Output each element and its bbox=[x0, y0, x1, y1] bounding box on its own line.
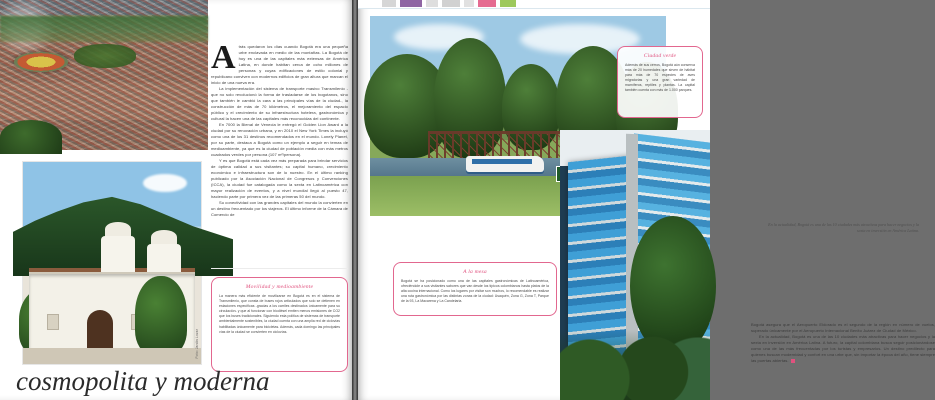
article-paragraph-text: Bogotá asegura que el Aeropuerto Eldorado es el segundo de la región en número de vuelos, superado únicamente por el Aeropuerto Internacional Benito Juárez de Ciudad de México. bbox=[751, 322, 935, 333]
masthead-rule bbox=[358, 8, 710, 9]
masthead-swatch-3 bbox=[426, 0, 438, 7]
church-window-1 bbox=[47, 314, 59, 330]
right-article-column bbox=[751, 322, 935, 364]
left-page bbox=[0, 0, 352, 400]
masthead-swatch-7 bbox=[500, 0, 516, 7]
article-paragraph-text: En la actualidad, Bogotá es una de las 10 ciudades más atractivas para hacer negocios y la sexta en inversión en América Latina. A futuro, la capital colombiana busca seguir posicionándose como una de las más frecuentadas por los turistas y empresarios. Un destino predilecto para quienes buscan modernidad y confort en una urbe que, sin importar la época del año, tiene siempre las puertas abiertas. bbox=[751, 334, 935, 363]
infobox-movilidad-body: La manera más eficiente de movilizarse en Bogotá es en el sistema de Transmilenio, que consta de buses rojos articulados que solo se detienen en estaciones específicas -gracias a los carriles destinados únicamente para su circulación- y que al funcionar con biodiésel emiten menos emisiones de CO2 que los buses tradicionales. Siguiendo esta política de sistemas de transporte ambientalmente sostenibles, la ciudad cuenta con una amplia red de ciclovías habilitadas únicamente para bicicletas. Además, cada domingo las principales vías de la ciudad se convierten en ciclovías. bbox=[219, 294, 340, 334]
infobox-ciudad-verde bbox=[617, 46, 703, 118]
photo-credit: Foto: Jardín Lozar bbox=[195, 328, 199, 358]
church-tower-left bbox=[101, 236, 135, 276]
aerial-foreground-tree bbox=[0, 120, 62, 154]
church-dome-right bbox=[151, 230, 177, 244]
article-paragraph bbox=[751, 322, 935, 334]
article-paragraph-text: La implementación del sistema de transporte masivo Transmilenio -que no solo revolucionó la forma de trasladarse de los bogotanos, sino que también le cambió la cara a las principales vías de la ciudad-, la construcción de más de 70 kilómetros, el mejoramiento del espacio público y el crecimiento de su infraestructura hotelera, gastronómica y cultural la hacen una de las capitales más reconocidas del continente. bbox=[211, 86, 348, 121]
infobox-ciudad-verde-body: Además de sus cerros, Bogotá aún conserva más de 20 humedales que sirven de hábitat para más de 70 especies de aves migratorias y una gran variedad de mamíferos, reptiles y plantas. La capital también cuenta con más de 1.000 parques. bbox=[625, 63, 695, 93]
glass-tower-photo bbox=[560, 130, 710, 400]
end-mark bbox=[791, 359, 795, 363]
article-paragraph bbox=[211, 86, 348, 122]
aerial-park bbox=[74, 44, 136, 68]
masthead-swatch-5 bbox=[464, 0, 474, 7]
page-headline: cosmopolita y moderna bbox=[16, 366, 270, 396]
article-paragraph bbox=[211, 200, 348, 218]
article-paragraph bbox=[211, 122, 348, 158]
infobox-a-la-mesa bbox=[393, 262, 557, 316]
masthead-swatch-4 bbox=[442, 0, 460, 7]
infobox-ciudad-verde-title: Ciudad verde bbox=[643, 53, 677, 59]
infobox-movilidad-title: Movilidad y medioambiente bbox=[245, 284, 314, 290]
park-boat bbox=[466, 156, 544, 172]
church-dome-left bbox=[105, 222, 131, 236]
article-paragraph-text: Su conectividad con las grandes capitales del mundo la convierten en un destino frecuentado por los viajeros. El último informe de la Cámara de Comercio de bbox=[211, 200, 348, 217]
church-door bbox=[87, 310, 113, 350]
masthead-strip bbox=[358, 0, 710, 9]
article-paragraph-text: En 7000 la Bienal de Venecia le entregó el Golden Lion Award a la ciudad por su renovación urbana, y en 2010 el New York Times la incluyó como una de los 31 destinos recomendados en el mundo. Lonely Planet, por su parte, destaca a Bogotá como un ejemplo a seguir en temas de medioambiente, ya que es la ciudad de población media con más metros cuadrados verdes por persona (107 m²/persona). bbox=[211, 122, 348, 157]
left-article-column bbox=[211, 39, 349, 218]
article-paragraph-text: Y es que Bogotá está cada vez más preparada para brindar servicios de óptima calidad a sus visitantes; su capital humano, crecimiento económico e infraestructura son de lo nuestro. En el último ranking publicado por la Asociación Nacional de Congresos y Convenciones (ICCA), la ciudad fue catalogada como la sexta en Latinoamérica con mayor realización de eventos, y a nivel mundial llegó al puesto 47, haciendo parte por primera vez de las primeras 50 del mundo. bbox=[211, 158, 348, 199]
masthead-swatch-6 bbox=[478, 0, 496, 7]
article-paragraph-text: trás quedaron los días cuando Bogotá era una pequeña urbe enclavada en medio de las montañas. La Bogotá de hoy es una de las capitales más extensas de América Latina, en donde habitan cerca de ocho millones de personas y cuyas edificaciones de estilo colonial y republicano conviven con modernos edificios de gran altura que marcan el inicio de una nueva era. bbox=[211, 44, 349, 85]
aerial-stadium bbox=[14, 52, 68, 72]
article-paragraph bbox=[751, 334, 935, 364]
photo-caption-negocios: En la actualidad, Bogotá es una de las 10 ciudades más atractivas para hacer negocios y la sexta en inversión en América Latina. bbox=[768, 222, 919, 233]
aerial-green-belt bbox=[0, 16, 208, 42]
masthead-swatch-1 bbox=[382, 0, 396, 7]
infobox-a-la-mesa-title: A la mesa bbox=[463, 269, 487, 275]
church-plaza-photo bbox=[22, 161, 202, 365]
church-plaza-ground bbox=[23, 348, 201, 364]
drop-cap: A bbox=[211, 39, 236, 76]
masthead-swatch-2 bbox=[400, 0, 422, 7]
tower-photo-vegetation bbox=[560, 330, 710, 400]
aerial-city-photo bbox=[0, 0, 208, 150]
article-paragraph bbox=[211, 39, 349, 86]
article-paragraph bbox=[211, 158, 348, 200]
church-photo-cloud bbox=[143, 174, 187, 192]
infobox-a-la-mesa-body: Bogotá se ha posicionado como una de las capitales gastronómicas de Latinoamérica, ofreciéndole a sus visitantes sabores que van desde los típicos colombianos hasta platos de la alta cocina internacional. Como los lugares por visitar son muchos, lo recomendable es realizar una ruta gastronómica por las distintas zonas de la ciudad: Usaquén, Zona G, Zona T, Parque de la 93, La Macarena y La Candelaria. bbox=[401, 279, 549, 304]
infobox-movilidad-medioambiente bbox=[211, 277, 348, 372]
church-photo-tree-right bbox=[135, 276, 187, 354]
column-divider-rule bbox=[211, 268, 348, 269]
